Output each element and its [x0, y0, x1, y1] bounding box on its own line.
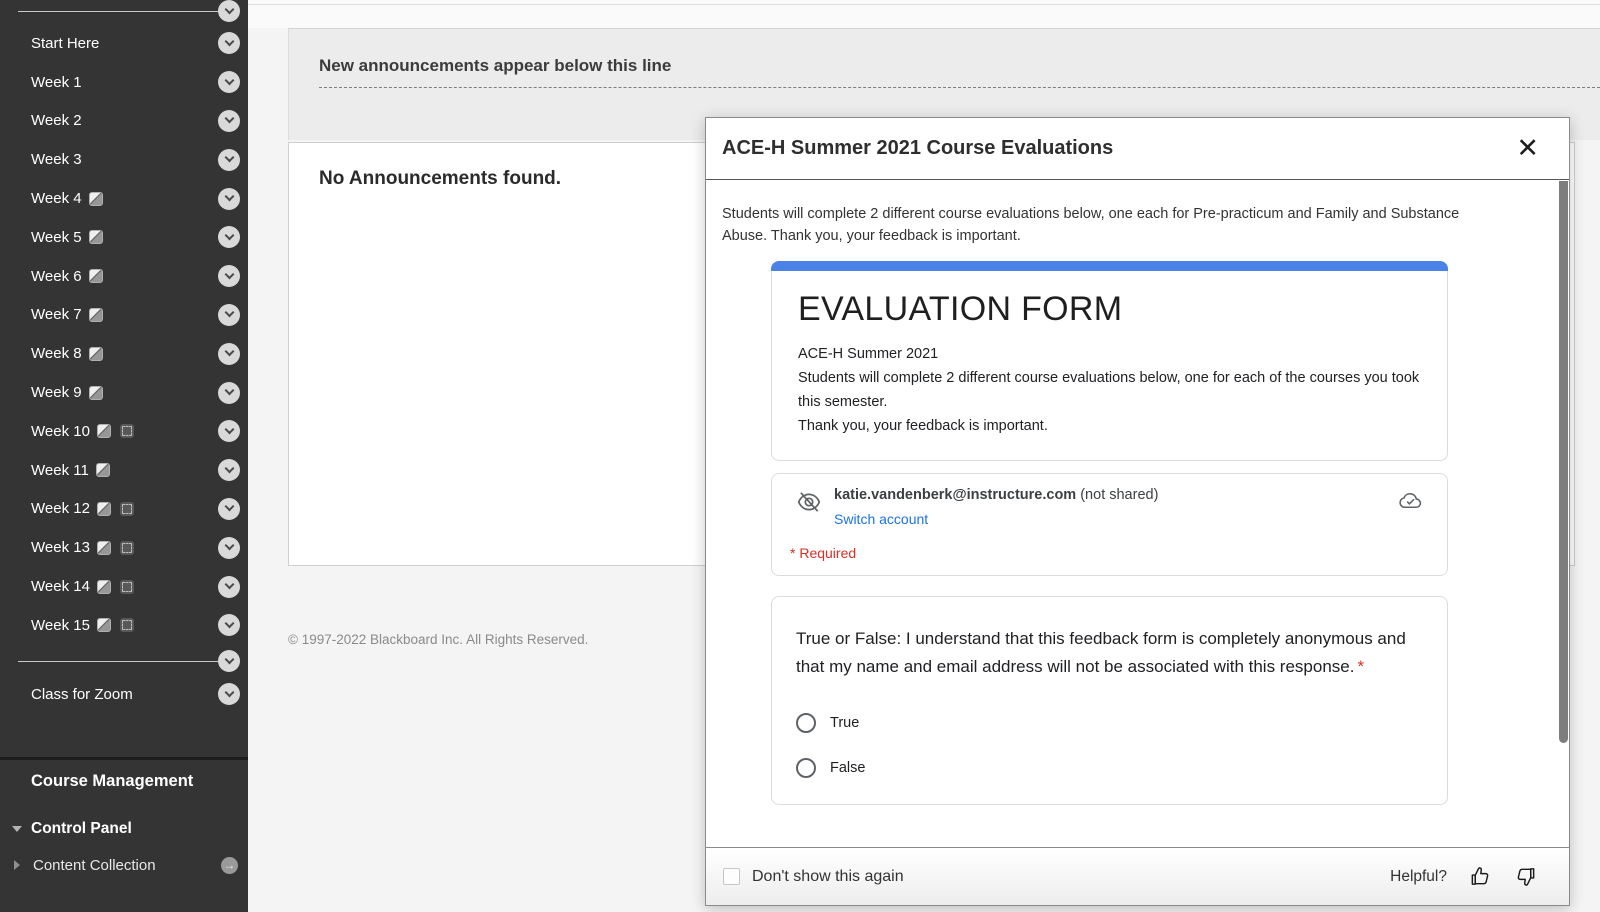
- sidebar-item-week-10[interactable]: [0, 412, 248, 451]
- chevron-down-icon[interactable]: [218, 420, 240, 442]
- course-evaluations-modal: [705, 117, 1570, 906]
- google-form-embed: [771, 261, 1448, 805]
- hidden-icon: [89, 230, 103, 244]
- close-icon[interactable]: ✕: [1516, 133, 1539, 163]
- sidebar-item-week-8[interactable]: [0, 334, 248, 373]
- form-question-card: [771, 596, 1448, 805]
- sidebar-item-label: Class for Zoom: [31, 685, 133, 703]
- form-description: [798, 342, 1423, 438]
- divider-line: [18, 661, 218, 662]
- course-menu-list: [0, 24, 248, 645]
- sidebar-item-label: Week 1: [31, 73, 82, 91]
- thumbs-down-icon[interactable]: [1514, 865, 1537, 888]
- dont-show-again-checkbox[interactable]: [723, 868, 740, 885]
- chevron-down-icon[interactable]: [218, 343, 240, 365]
- form-header-card: [771, 271, 1448, 461]
- hidden-icon: [89, 308, 103, 322]
- chevron-down-icon[interactable]: [218, 614, 240, 636]
- sidebar-item-class-for-zoom[interactable]: [0, 675, 248, 714]
- sidebar-item-week-4[interactable]: [0, 179, 248, 218]
- sidebar-item-label: Week 5: [31, 228, 82, 246]
- radio-option-label: False: [830, 760, 866, 776]
- form-account-card: [771, 473, 1448, 576]
- question-text: [796, 625, 1436, 681]
- hidden-icon: [96, 463, 110, 477]
- sidebar-item-week-11[interactable]: [0, 451, 248, 490]
- thumbs-up-icon[interactable]: [1469, 865, 1492, 888]
- sidebar-item-label: Week 8: [31, 345, 82, 363]
- hidden-icon: [97, 502, 111, 516]
- copyright-text: © 1997-2022 Blackboard Inc. All Rights Reserved.: [288, 632, 589, 647]
- sidebar-item-label: Week 15: [31, 616, 90, 634]
- hidden-icon: [97, 541, 111, 555]
- draft-saved-cloud-icon: [1398, 488, 1423, 518]
- menu-divider: [18, 0, 240, 22]
- chevron-down-icon[interactable]: [218, 149, 240, 171]
- announcement-divider-dashed-line: [319, 87, 1600, 88]
- helpful-controls: [1390, 865, 1537, 888]
- sidebar-item-control-panel[interactable]: [0, 817, 248, 841]
- arrow-right-icon[interactable]: →: [221, 857, 238, 874]
- account-row: [796, 486, 1423, 529]
- course-management-heading: Course Management: [31, 772, 194, 790]
- sidebar-item-label: Week 12: [31, 500, 90, 518]
- control-panel-label: Control Panel: [31, 820, 132, 837]
- review-status-icon: [120, 580, 134, 594]
- sidebar-item-week-13[interactable]: [0, 528, 248, 567]
- hidden-icon: [97, 424, 111, 438]
- sidebar-item-week-14[interactable]: [0, 567, 248, 606]
- question-options: [796, 713, 1423, 778]
- sidebar-item-label: Week 6: [31, 267, 82, 285]
- sidebar-item-week-15[interactable]: [0, 606, 248, 645]
- chevron-down-icon[interactable]: [218, 226, 240, 248]
- top-hairline: [248, 4, 1600, 5]
- hidden-icon: [89, 347, 103, 361]
- sidebar-item-week-1[interactable]: [0, 63, 248, 102]
- sidebar-item-label: Week 9: [31, 384, 82, 402]
- menu-divider: [18, 650, 240, 672]
- sidebar-item-label: Week 10: [31, 422, 90, 440]
- sidebar-item-label: Week 4: [31, 190, 82, 208]
- triangle-down-icon: [12, 826, 22, 832]
- course-menu-sidebar: [0, 0, 248, 912]
- hidden-icon: [89, 192, 103, 206]
- modal-intro-text: Students will complete 2 different course evaluations below, one each for Pre-practicum and Family and Substance Abuse. Thank you, your feedback is important.: [722, 206, 1460, 244]
- chevron-down-icon[interactable]: [218, 382, 240, 404]
- form-subtitle-line3: Thank you, your feedback is important.: [798, 418, 1048, 434]
- banner-title: New announcements appear below this line: [319, 56, 672, 75]
- helpful-label: Helpful?: [1390, 867, 1447, 885]
- modal-footer: [706, 847, 1569, 905]
- not-shared-note: (not shared): [1076, 487, 1159, 503]
- modal-header: [706, 118, 1569, 180]
- visibility-off-icon: [796, 489, 822, 520]
- hidden-icon: [89, 386, 103, 400]
- sidebar-item-label: Week 3: [31, 151, 82, 169]
- sidebar-item-week-7[interactable]: [0, 296, 248, 335]
- sidebar-item-content-collection[interactable]: [0, 853, 248, 877]
- content-collection-label: Content Collection: [33, 856, 156, 874]
- chevron-down-icon[interactable]: [218, 537, 240, 559]
- review-status-icon: [120, 424, 134, 438]
- form-title: EVALUATION FORM: [798, 290, 1123, 328]
- sidebar-item-label: Week 7: [31, 306, 82, 324]
- review-status-icon: [120, 502, 134, 516]
- sidebar-item-label: Week 11: [31, 461, 89, 479]
- hidden-icon: [89, 269, 103, 283]
- question-text-body: True or False: I understand that this feedback form is completely anonymous and that my name and email address will not be associated with this response.: [796, 629, 1406, 676]
- account-email-line: [834, 487, 1158, 503]
- chevron-down-icon[interactable]: [218, 0, 240, 22]
- section-divider: [0, 757, 248, 760]
- form-subtitle-line2: Students will complete 2 different course evaluations below, one for each of the courses you took this semester.: [798, 370, 1420, 410]
- radio-option-true[interactable]: [796, 713, 1423, 733]
- chevron-down-icon[interactable]: [218, 304, 240, 326]
- sidebar-item-label: Start Here: [31, 34, 100, 52]
- chevron-down-icon[interactable]: [218, 576, 240, 598]
- review-status-icon: [120, 541, 134, 555]
- chevron-down-icon[interactable]: [218, 265, 240, 287]
- hidden-icon: [97, 580, 111, 594]
- chevron-down-icon[interactable]: [218, 650, 240, 672]
- sidebar-item-week-3[interactable]: [0, 140, 248, 179]
- switch-account-link[interactable]: Switch account: [834, 511, 929, 527]
- sidebar-item-week-6[interactable]: [0, 257, 248, 296]
- form-subtitle-line1: ACE-H Summer 2021: [798, 346, 939, 362]
- sidebar-item-label: Week 13: [31, 539, 90, 557]
- triangle-right-icon: [14, 860, 20, 870]
- chevron-down-icon[interactable]: [218, 110, 240, 132]
- sidebar-item-start-here[interactable]: [0, 24, 248, 63]
- radio-button-icon[interactable]: [796, 758, 816, 778]
- sidebar-item-label: Week 2: [31, 112, 82, 130]
- chevron-down-icon[interactable]: [218, 188, 240, 210]
- radio-option-false[interactable]: [796, 758, 1423, 778]
- modal-body: [706, 181, 1569, 847]
- radio-button-icon[interactable]: [796, 713, 816, 733]
- hidden-icon: [97, 618, 111, 632]
- sidebar-item-week-2[interactable]: [0, 102, 248, 141]
- account-info: [834, 486, 1158, 529]
- sidebar-item-week-5[interactable]: [0, 218, 248, 257]
- chevron-down-icon[interactable]: [218, 683, 240, 705]
- required-note: * Required: [790, 545, 857, 561]
- chevron-down-icon[interactable]: [218, 32, 240, 54]
- account-email: katie.vandenberk@instructure.com: [834, 487, 1077, 503]
- form-accent-bar: [771, 261, 1448, 271]
- chevron-down-icon[interactable]: [218, 71, 240, 93]
- sidebar-item-week-12[interactable]: [0, 490, 248, 529]
- divider-line: [18, 11, 218, 12]
- radio-option-label: True: [830, 715, 860, 731]
- sidebar-item-label: Week 14: [31, 578, 90, 596]
- modal-title: ACE-H Summer 2021 Course Evaluations: [722, 137, 1114, 159]
- dont-show-again-label: Don't show this again: [752, 867, 904, 885]
- chevron-down-icon[interactable]: [218, 459, 240, 481]
- empty-announcements-message: No Announcements found.: [319, 168, 562, 189]
- review-status-icon: [120, 618, 134, 632]
- chevron-down-icon[interactable]: [218, 498, 240, 520]
- required-asterisk: *: [1357, 657, 1365, 676]
- modal-scrollbar-thumb[interactable]: [1559, 181, 1568, 743]
- sidebar-item-week-9[interactable]: [0, 373, 248, 412]
